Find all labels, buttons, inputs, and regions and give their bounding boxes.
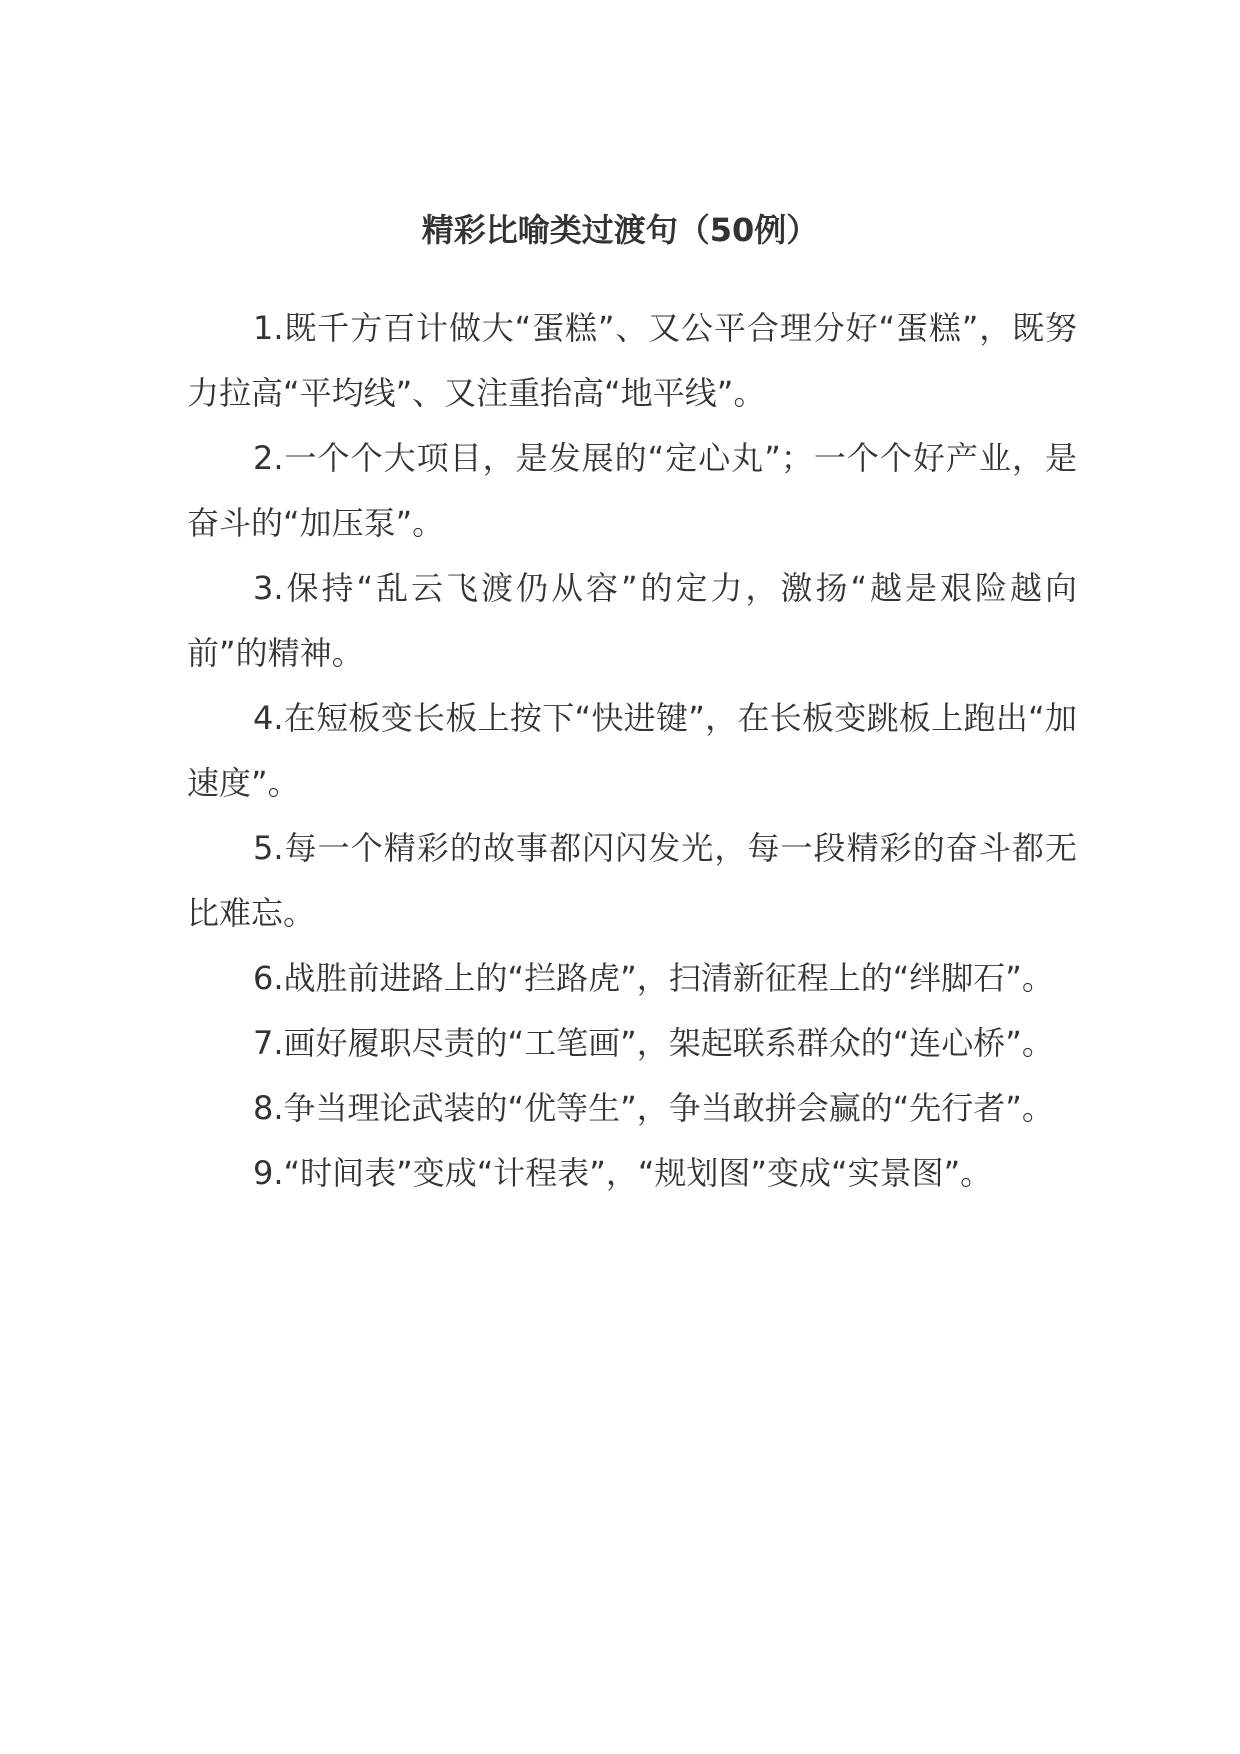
paragraph-8: 8.争当理论武装的“优等生”，争当敢拼会赢的“先行者”。 xyxy=(253,1089,1054,1127)
paragraph-7: 7.画好履职尽责的“工笔画”，架起联系群众的“连心桥”。 xyxy=(253,1024,1054,1062)
document-body xyxy=(187,296,1077,1206)
paragraph-9: 9.“时间表”变成“计程表”，“规划图”变成“实景图”。 xyxy=(253,1154,993,1192)
document-title: 精彩比喻类过渡句（50例） xyxy=(421,211,819,249)
paragraph-3: 3.保持“乱云飞渡仍从容”的定力，激扬“越是艰险越向前”的精神。 xyxy=(187,569,1077,672)
paragraph-4: 4.在短板变长板上按下“快进键”，在长板变跳板上跑出“加速度”。 xyxy=(187,699,1077,802)
paragraph-6: 6.战胜前进路上的“拦路虎”，扫清新征程上的“绊脚石”。 xyxy=(253,959,1054,997)
paragraph-5: 5.每一个精彩的故事都闪闪发光，每一段精彩的奋斗都无比难忘。 xyxy=(187,829,1077,932)
paragraph-1: 1.既千方百计做大“蛋糕”、又公平合理分好“蛋糕”，既努力拉高“平均线”、又注重抬高“地平线”。 xyxy=(187,309,1077,412)
paragraph-2: 2.一个个大项目，是发展的“定心丸”；一个个好产业，是奋斗的“加压泵”。 xyxy=(187,439,1077,542)
